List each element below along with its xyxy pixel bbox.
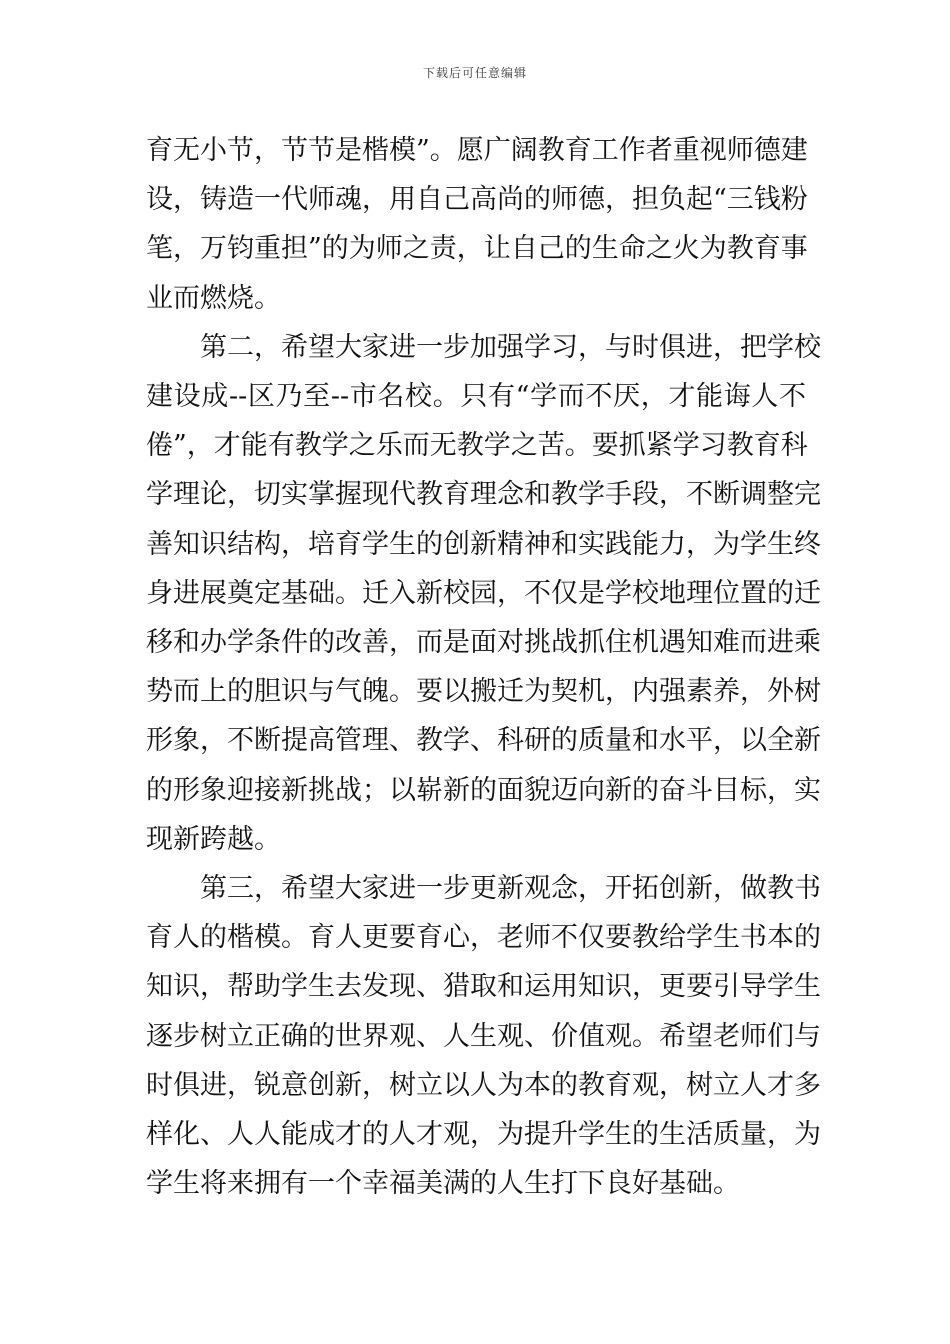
text-line: 逐步树立正确的世界观、人生观、价值观。希望老师们与 [146, 1020, 821, 1052]
text-line: 倦”，才能有教学之乐而无教学之苦。要抓紧学习教育科 [146, 430, 808, 462]
text-line: 时俱进，锐意创新，树立以人为本的教育观，树立人才多 [146, 1069, 821, 1101]
paragraph-1 [146, 126, 806, 323]
text-line: 设，铸造一代师魂，用自己高尚的师德，担负起“三钱粉 [146, 184, 808, 216]
text-line: 现新跨越。 [146, 823, 281, 855]
text-line: 第三，希望大家进一步更新观念，开拓创新，做教书 [200, 873, 821, 905]
paragraph-3 [146, 864, 821, 1208]
text-line: 学生将来拥有一个幸福美满的人生打下良好基础。 [146, 1168, 740, 1200]
text-line: 的形象迎接新挑战；以崭新的面貌迈向新的奋斗目标，实 [146, 774, 821, 806]
text-line: 形象，不断提高管理、教学、科研的质量和水平，以全新 [146, 725, 821, 757]
document-body [146, 126, 821, 1208]
text-line: 样化、人人能成才的人才观，为提升学生的生活质量，为 [146, 1119, 821, 1151]
text-line: 笔，万钧重担”的为师之责，让自己的生命之火为教育事 [146, 233, 808, 265]
text-line: 育无小节，节节是楷模”。愿广阔教育工作者重视师德建 [146, 135, 808, 166]
paragraph-2 [146, 323, 821, 864]
text-line: 势而上的胆识与气魄。要以搬迁为契机，内强素养，外树 [146, 676, 821, 708]
text-line: 身进展奠定基础。迁入新校园，不仅是学校地理位置的迁 [146, 577, 821, 609]
text-line: 善知识结构，培育学生的创新精神和实践能力，为学生终 [146, 528, 821, 560]
text-line: 业而燃烧。 [146, 282, 281, 314]
text-line: 建设成--区乃至--市名校。只有“学而不厌，才能诲人不 [146, 381, 806, 413]
text-line: 移和办学条件的改善，而是面对挑战抓住机遇知难而进乘 [146, 627, 821, 659]
text-line: 第二，希望大家进一步加强学习，与时俱进，把学校 [200, 331, 821, 363]
page-header: 下载后可任意编辑 [422, 66, 527, 80]
text-line: 育人的楷模。育人更要育心，老师不仅要教给学生书本的 [146, 922, 821, 954]
text-line: 知识，帮助学生去发现、猎取和运用知识，更要引导学生 [146, 971, 821, 1003]
text-line: 学理论，切实掌握现代教育理念和教学手段，不断调整完 [146, 479, 821, 511]
